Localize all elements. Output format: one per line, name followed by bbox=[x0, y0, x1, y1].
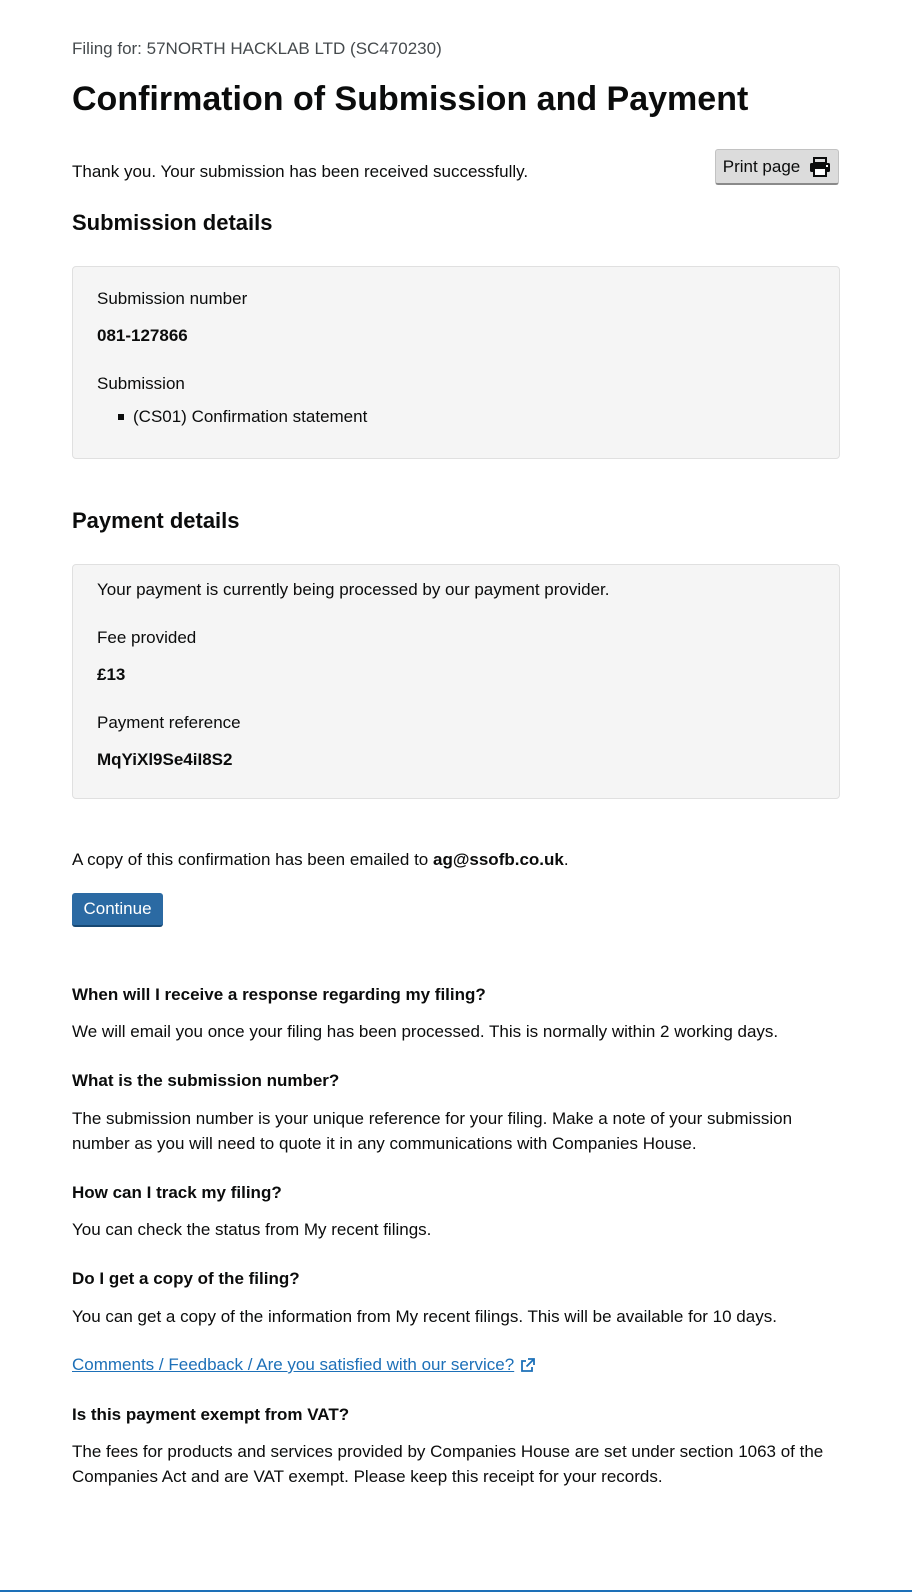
list-item: (CS01) Confirmation statement bbox=[118, 407, 367, 427]
submission-list bbox=[118, 407, 367, 427]
external-link-icon bbox=[520, 1358, 535, 1373]
print-page-button[interactable] bbox=[715, 149, 839, 185]
submission-details-panel bbox=[72, 266, 840, 459]
filing-for-caption: Filing for: 57NORTH HACKLAB LTD (SC470230) bbox=[72, 39, 442, 58]
submission-number-label: Submission number bbox=[97, 289, 248, 308]
payment-status-text: Your payment is currently being processed by our payment provider. bbox=[97, 580, 610, 599]
page-title: Confirmation of Submission and Payment bbox=[72, 80, 749, 118]
submission-details-heading: Submission details bbox=[72, 210, 273, 235]
payment-reference-label: Payment reference bbox=[97, 713, 241, 732]
email-confirmation-notice bbox=[72, 850, 569, 870]
faq-answer: You can get a copy of the information from My recent filings. This will be available for 10 days. bbox=[72, 1307, 777, 1326]
faq-question: Do I get a copy of the filing? bbox=[72, 1269, 300, 1288]
faq-question: What is the submission number? bbox=[72, 1071, 340, 1090]
print-button-label: Print page bbox=[722, 156, 801, 176]
feedback-link[interactable] bbox=[72, 1354, 535, 1376]
payment-reference-value: MqYiXl9Se4iI8S2 bbox=[97, 750, 233, 769]
faq-answer: You can check the status from My recent filings. bbox=[72, 1220, 432, 1239]
fee-value: £13 bbox=[97, 665, 126, 684]
faq-answer: We will email you once your filing has been processed. This is normally within 2 working days. bbox=[72, 1022, 779, 1041]
submission-label: Submission bbox=[97, 374, 185, 393]
feedback-link-label: Comments / Feedback / Are you satisfied with our service? bbox=[72, 1355, 515, 1374]
faq-answer: The submission number is your unique reference for your filing. Make a note of your submission number as you will need to quote it in any communications with Companies House. bbox=[72, 1109, 793, 1153]
vat-question: Is this payment exempt from VAT? bbox=[72, 1405, 350, 1424]
payment-details-heading: Payment details bbox=[72, 508, 240, 533]
email-notice-suffix: . bbox=[563, 850, 569, 869]
printer-icon bbox=[809, 157, 831, 177]
faq-question: When will I receive a response regarding my filing? bbox=[72, 985, 486, 1004]
vat-answer: The fees for products and services provided by Companies House are set under section 1063 of the Companies Act and are VAT exempt. Please keep this receipt for your records. bbox=[72, 1442, 824, 1486]
submission-number-value: 081-127866 bbox=[97, 326, 188, 345]
success-message: Thank you. Your submission has been received successfully. bbox=[72, 162, 529, 181]
continue-button[interactable]: Continue bbox=[72, 893, 163, 927]
payment-details-panel bbox=[72, 564, 840, 799]
email-notice-prefix: A copy of this confirmation has been emailed to bbox=[72, 850, 433, 869]
fee-label: Fee provided bbox=[97, 628, 197, 647]
faq-question: How can I track my filing? bbox=[72, 1183, 282, 1202]
confirmation-email-address: ag@ssofb.co.uk bbox=[432, 850, 564, 869]
